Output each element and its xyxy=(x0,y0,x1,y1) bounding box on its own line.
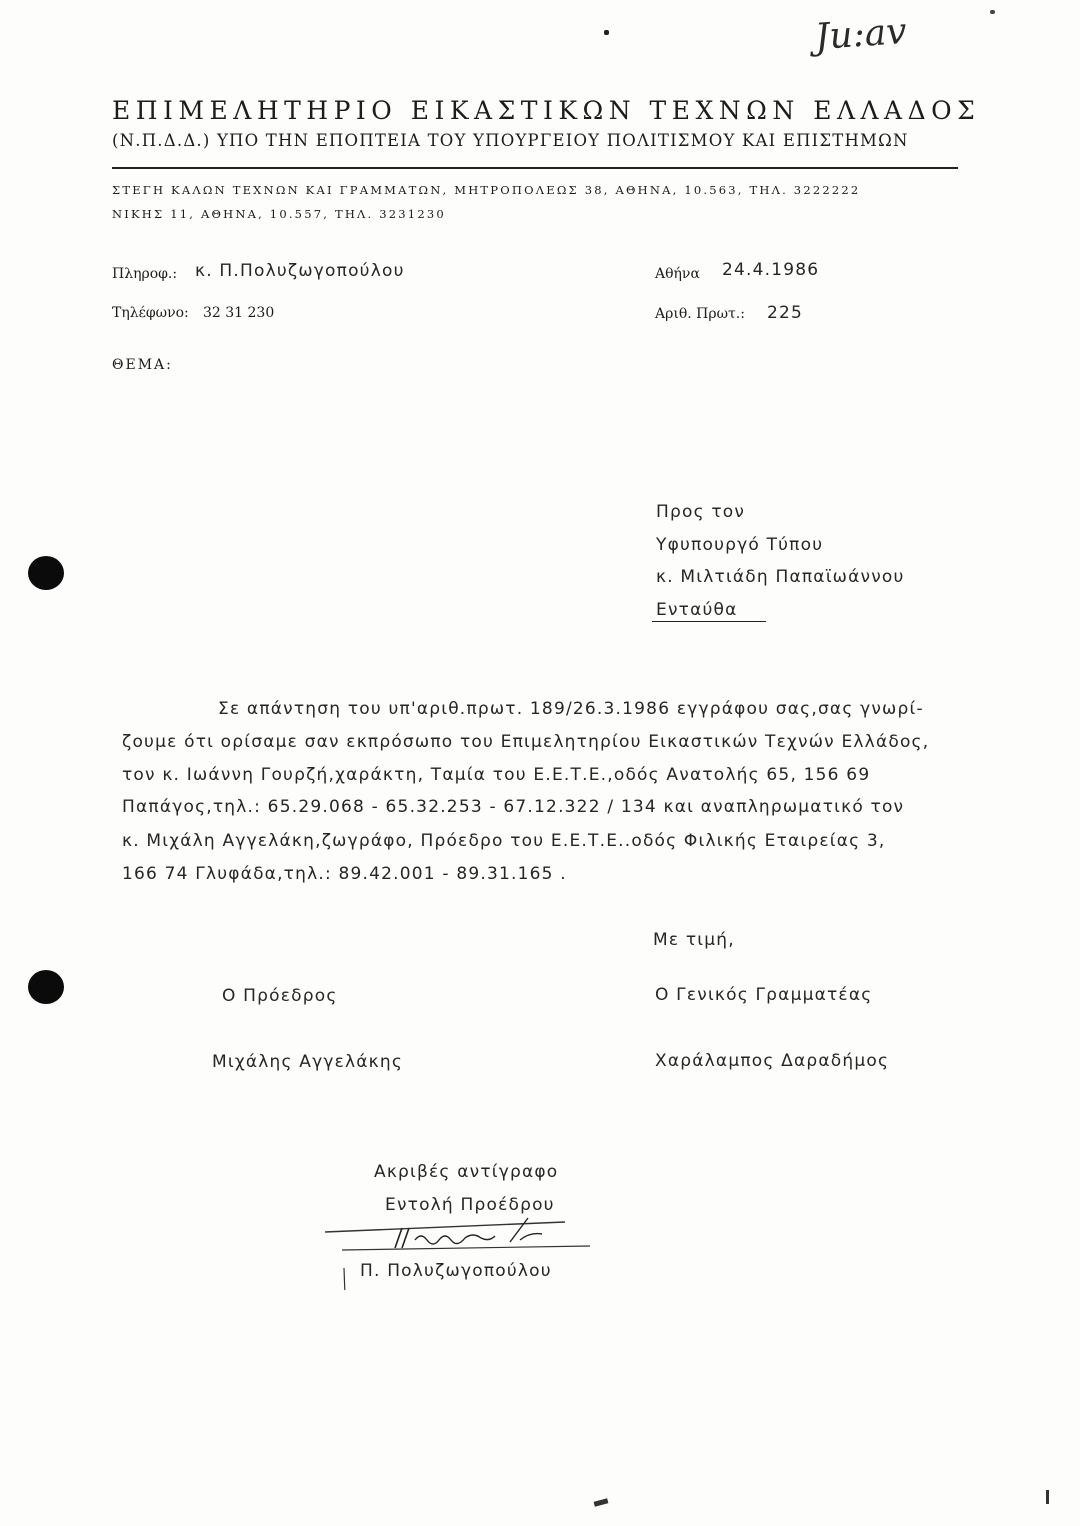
phone-value: 32 31 230 xyxy=(203,305,275,321)
protocol-label: Αριθ. Πρωτ.: xyxy=(655,306,745,322)
punch-hole xyxy=(28,556,64,590)
president-name: Μιχάλης Αγγελάκης xyxy=(212,1052,404,1072)
secretary-title: Ο Γενικός Γραμματέας xyxy=(655,985,873,1005)
recipient-line-4: Ενταύθα xyxy=(656,600,738,620)
handwritten-note: Ju:av xyxy=(813,10,908,59)
date-value: 24.4.1986 xyxy=(722,260,820,280)
recipient-line-3: κ. Μιλτιάδη Παπαϊωάννου xyxy=(656,567,905,587)
recipient-underline xyxy=(652,621,766,622)
body-line: κ. Μιχάλη Αγγελάκη,ζωγράφο, Πρόεδρο του Ε.Ε.Τ.Ε..οδός Φιλικής Εταιρείας 3, xyxy=(122,831,886,851)
address-line-2: ΝΙΚΗΣ 11, ΑΘΗΝΑ, 10.557, ΤΗΛ. 3231230 xyxy=(112,207,446,221)
phone-label: Τηλέφωνο: xyxy=(112,305,189,321)
address-line-1: ΣΤΕΓΗ ΚΑΛΩΝ ΤΕΧΝΩΝ ΚΑΙ ΓΡΑΜΜΑΤΩΝ, ΜΗΤΡΟΠΟΛΕΩΣ 38, ΑΘΗΝΑ, 10.563, ΤΗΛ. 3222222 xyxy=(112,183,861,197)
place-label: Αθήνα xyxy=(655,266,700,282)
certification-name: Π. Πολυζωγοπούλου xyxy=(360,1261,552,1281)
scan-speck xyxy=(604,30,609,35)
letterhead-divider xyxy=(112,167,958,169)
subject-label: ΘΕΜΑ: xyxy=(112,357,173,373)
body-line: Σε απάντηση του υπ'αριθ.πρωτ. 189/26.3.1986 εγγράφου σας,σας γνωρί- xyxy=(218,699,924,719)
body-line: Παπάγος,τηλ.: 65.29.068 - 65.32.253 - 67.12.322 / 134 και αναπληρωματικό τον xyxy=(122,797,905,817)
recipient-line-1: Προς τον xyxy=(656,502,746,522)
recipient-line-2: Υφυπουργό Τύπου xyxy=(656,535,824,555)
scan-speck xyxy=(990,10,995,14)
info-label: Πληροφ.: xyxy=(112,266,178,282)
secretary-name: Χαράλαμπος Δαραδήμος xyxy=(655,1051,890,1071)
closing-greeting: Με τιμή, xyxy=(653,930,735,950)
certification-line-2: Εντολή Προέδρου xyxy=(385,1195,555,1215)
certification-line-1: Ακριβές αντίγραφο xyxy=(374,1162,559,1182)
info-value: κ. Π.Πολυζωγοπούλου xyxy=(195,261,405,281)
protocol-value: 225 xyxy=(767,303,804,323)
body-line: 166 74 Γλυφάδα,τηλ.: 89.42.001 - 89.31.165 . xyxy=(122,864,567,884)
president-title: Ο Πρόεδρος xyxy=(222,986,338,1006)
punch-hole xyxy=(28,970,64,1004)
scan-speck xyxy=(594,1498,609,1506)
organization-subtitle: (Ν.Π.Δ.Δ.) ΥΠΟ ΤΗΝ ΕΠΟΠΤΕΙΑ ΤΟΥ ΥΠΟΥΡΓΕΙΟΥ ΠΟΛΙΤΙΣΜΟΥ ΚΑΙ ΕΠΙΣΤΗΜΩΝ xyxy=(112,131,909,150)
body-line: ζουμε ότι ορίσαμε σαν εκπρόσωπο του Επιμελητηρίου Εικαστικών Τεχνών Ελλάδος, xyxy=(122,732,930,752)
scan-speck xyxy=(1046,1490,1049,1504)
organization-title: ΕΠΙΜΕΛΗΤΗΡΙΟ ΕΙΚΑΣΤΙΚΩΝ ΤΕΧΝΩΝ ΕΛΛΑΔΟΣ xyxy=(112,96,981,125)
body-line: τον κ. Ιωάννη Γουρζή,χαράκτη, Ταμία του Ε.Ε.Τ.Ε.,οδός Ανατολής 65, 156 69 xyxy=(122,765,871,785)
